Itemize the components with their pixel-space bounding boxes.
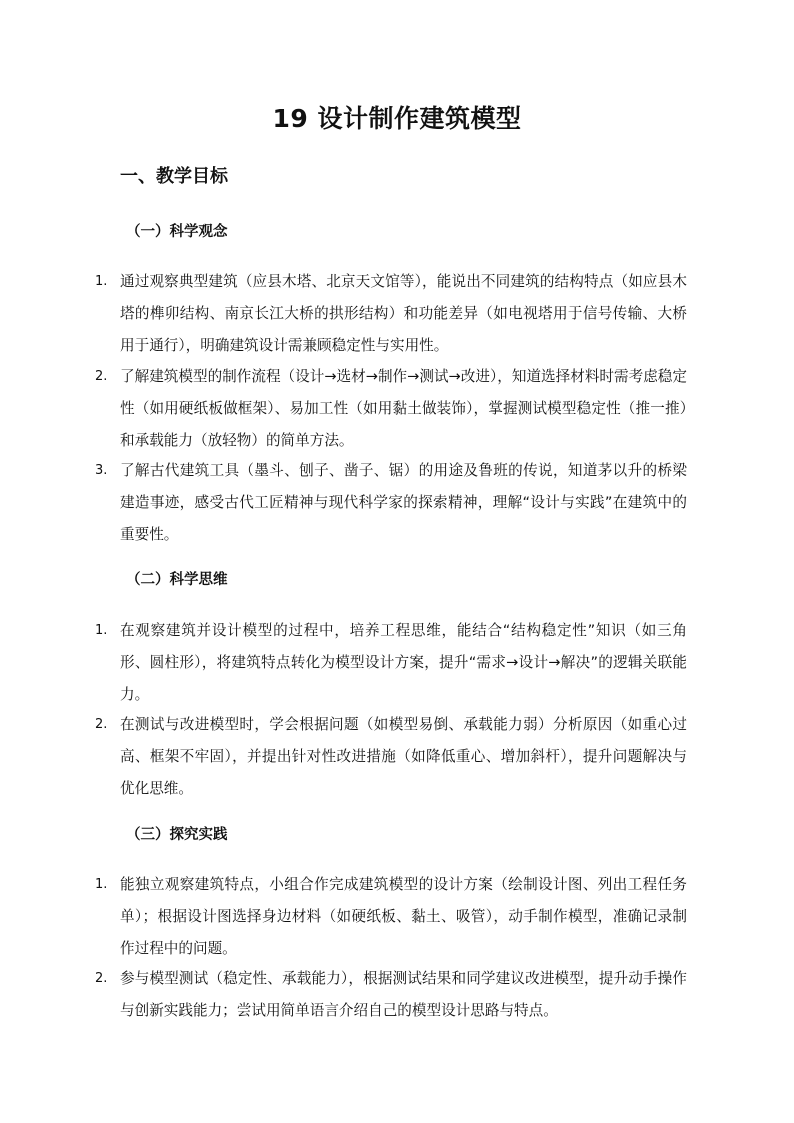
list-item-text: 通过观察典型建筑（应县木塔、北京天文馆等），能说出不同建筑的结构特点（如应县木塔的榫卯结构、南京长江大桥的拱形结构）和功能差异（如电视塔用于信号传输、大桥用于通行），明确建筑设计需兼顾稳定性与实用性。 xyxy=(120,273,687,354)
section-heading-teaching-goals: 一、教学目标 xyxy=(120,166,228,187)
list-item xyxy=(95,455,687,551)
list-item-number: 1. xyxy=(95,274,108,289)
subsection-heading-scientific-concepts: （一）科学观念 xyxy=(126,224,228,240)
list-item-number: 1. xyxy=(95,877,108,892)
list-item xyxy=(95,709,687,805)
list-item-text: 了解建筑模型的制作流程（设计→选材→制作→测试→改进），知道选择材料时需考虑稳定性（如用硬纸板做框架）、易加工性（如用黏土做装饰），掌握测试模型稳定性（推一推）和承载能力（放轻物）的简单方法。 xyxy=(120,368,687,449)
subsection-heading-scientific-thinking: （二）科学思维 xyxy=(126,572,228,588)
list-item-number: 2. xyxy=(95,971,108,986)
list-item-number: 3. xyxy=(95,463,108,478)
list-item xyxy=(95,361,687,457)
list-item-text: 了解古代建筑工具（墨斗、刨子、凿子、锯）的用途及鲁班的传说，知道茅以升的桥梁建造事迹，感受古代工匠精神与现代科学家的探索精神，理解“设计与实践”在建筑中的重要性。 xyxy=(120,462,687,543)
subsection-heading-inquiry-practice: （三）探究实践 xyxy=(126,827,228,843)
list-item xyxy=(95,963,687,1027)
document-title: 19 设计制作建筑模型 xyxy=(272,104,522,133)
list-item-number: 1. xyxy=(95,623,108,638)
list-item xyxy=(95,869,687,965)
list-item-number: 2. xyxy=(95,369,108,384)
list-item xyxy=(95,615,687,711)
list-item-text: 在测试与改进模型时，学会根据问题（如模型易倒、承载能力弱）分析原因（如重心过高、框架不牢固），并提出针对性改进措施（如降低重心、增加斜杆），提升问题解决与优化思维。 xyxy=(120,716,687,797)
list-item-text: 能独立观察建筑特点，小组合作完成建筑模型的设计方案（绘制设计图、列出工程任务单）；根据设计图选择身边材料（如硬纸板、黏土、吸管），动手制作模型，准确记录制作过程中的问题。 xyxy=(120,876,687,957)
list-item-text: 参与模型测试（稳定性、承载能力），根据测试结果和同学建议改进模型，提升动手操作与创新实践能力；尝试用简单语言介绍自己的模型设计思路与特点。 xyxy=(120,970,687,1019)
list-item-text: 在观察建筑并设计模型的过程中，培养工程思维，能结合“结构稳定性”知识（如三角形、圆柱形），将建筑特点转化为模型设计方案，提升“需求→设计→解决”的逻辑关联能力。 xyxy=(120,622,687,703)
list-item xyxy=(95,266,687,362)
list-item-number: 2. xyxy=(95,717,108,732)
